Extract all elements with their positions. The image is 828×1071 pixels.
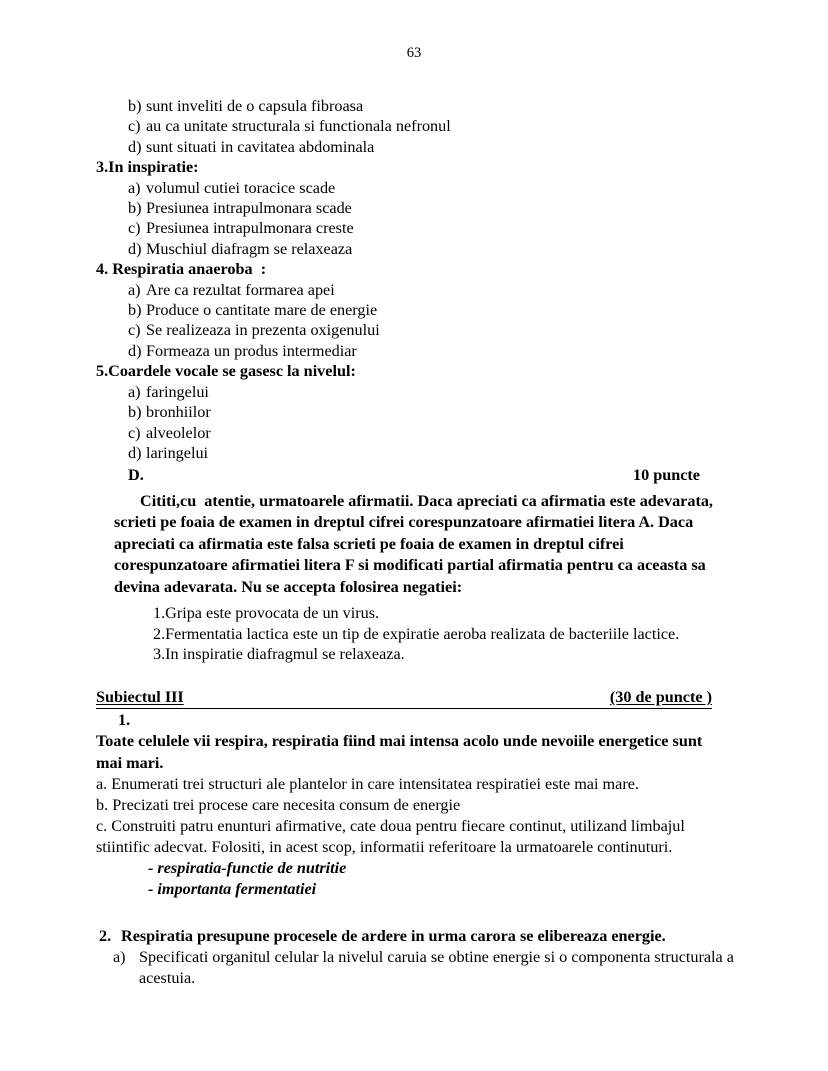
content-bullet: - respiratia-functie de nutritie <box>148 859 347 877</box>
page-number: 63 <box>406 45 422 61</box>
question-3 <box>0 157 828 259</box>
item-2-number: 2. <box>99 927 112 945</box>
question-4 <box>0 259 828 361</box>
option-text: laringelui <box>146 443 209 462</box>
section-d-points: 10 puncte <box>632 466 700 485</box>
option-text: Presiunea intrapulmonara creste <box>146 219 354 238</box>
option-text: Presiunea intrapulmonara scade <box>146 199 352 218</box>
list-item <box>128 116 828 136</box>
section-d <box>0 465 828 665</box>
list-item <box>128 178 828 198</box>
list-item <box>128 198 828 218</box>
option-text: Muschiul diafragm se relaxeaza <box>146 239 353 258</box>
item-1-subitem-c: c. Construiti patru enunturi afirmative, cate doua pentru fiecare continut, utilizand limbajul stiintific adecvat. Folositi, in acest scop, informatii referitoare la urmatoarele continuturi. <box>96 817 685 856</box>
option-marker: c) <box>128 219 141 238</box>
option-marker: c) <box>128 321 141 340</box>
question-5-heading: 5.Coardele vocale se gasesc la nivelul: <box>96 362 356 381</box>
item-1-subitem-a: a. Enumerati trei structuri ale plantelor in care intensitatea respiratiei este mai mare. <box>96 775 639 793</box>
option-text: alveolelor <box>146 423 211 442</box>
option-marker: b) <box>128 301 142 320</box>
option-marker: a) <box>128 382 141 401</box>
option-text: sunt situati in cavitatea abdominala <box>146 137 375 156</box>
question-4-heading: 4. Respiratia anaeroba : <box>96 260 267 279</box>
statement-item: 2.Fermentatia lactica este un tip de expiratie aeroba realizata de bacteriile lactice. <box>153 624 680 643</box>
question-5 <box>0 361 828 463</box>
subject-iii <box>0 687 828 989</box>
list-item <box>128 96 828 116</box>
list-item <box>128 280 828 300</box>
option-marker: d) <box>128 239 142 258</box>
option-marker: c) <box>128 423 141 442</box>
section-d-label: D. <box>128 466 144 485</box>
option-marker: a) <box>113 948 126 966</box>
option-text: Se realizeaza in prezenta oxigenului <box>146 321 380 340</box>
option-text: Specificati organitul celular la nivelul caruia se obtine energie si o componenta structurala a acestuia. <box>139 948 734 987</box>
question-2-options <box>0 96 828 157</box>
list-item <box>128 382 828 402</box>
option-text: Produce o cantitate mare de energie <box>146 301 378 320</box>
statement-item: 1.Gripa este provocata de un virus. <box>153 604 380 623</box>
option-marker: a) <box>128 280 141 299</box>
option-text: Are ca rezultat formarea apei <box>146 280 335 299</box>
option-marker: c) <box>128 117 141 136</box>
item-2-lead: Respiratia presupune procesele de ardere in urma carora se elibereaza energie. <box>121 927 666 945</box>
item-1-subitem-b: b. Precizati trei procese care necesita consum de energie <box>96 796 461 814</box>
option-marker: b) <box>128 403 142 422</box>
list-item <box>128 239 828 259</box>
document-body <box>0 96 828 989</box>
option-marker: b) <box>128 199 142 218</box>
option-text: volumul cutiei toracice scade <box>146 178 336 197</box>
section-d-header <box>128 465 700 485</box>
option-text: Formeaza un produs intermediar <box>146 341 357 360</box>
option-text: faringelui <box>146 382 209 401</box>
question-3-heading: 3.In inspiratie: <box>96 158 199 177</box>
option-marker: b) <box>128 97 142 115</box>
list-item <box>128 137 828 157</box>
list-item <box>128 320 828 340</box>
content-bullet: - importanta fermentatiei <box>148 880 317 898</box>
list-item <box>128 300 828 320</box>
option-text: sunt inveliti de o capsula fibroasa <box>146 97 364 115</box>
option-marker: d) <box>128 443 142 462</box>
list-item <box>128 443 828 463</box>
option-marker: d) <box>128 137 142 156</box>
list-item <box>128 423 828 443</box>
item-1-number: 1. <box>118 711 131 729</box>
subject-iii-title: Subiectul III <box>96 688 184 706</box>
section-d-instructions: Cititi,cu atentie, urmatoarele afirmatii. Daca apreciati ca afirmatia este adevarata, scrieti pe foaia de examen in dreptul cifrei corespunzatoare afirmatiei litera A. Daca apreciati ca afirmatia este falsa scrieti pe foaia de examen in dreptul cifrei corespunzatoare afirmatiei litera F si modificati partial afirmatia pentru ca aceasta sa devina adevarata. Nu se accepta folosirea negatiei: <box>114 491 718 596</box>
list-item <box>128 402 828 422</box>
option-text: bronhiilor <box>146 403 211 422</box>
list-item <box>128 218 828 238</box>
subject-iii-points: (30 de puncte ) <box>609 688 712 706</box>
item-2-header <box>99 926 828 947</box>
statement-item: 3.In inspiratie diafragmul se relaxeaza. <box>153 645 405 664</box>
list-item <box>113 947 738 989</box>
option-marker: a) <box>128 178 141 197</box>
option-text: au ca unitate structurala si functionala nefronul <box>146 117 451 136</box>
item-1-lead: Toate celulele vii respira, respiratia fiind mai intensa acolo unde nevoiile energetice sunt mai mari. <box>96 732 703 772</box>
subject-iii-header <box>96 687 712 709</box>
list-item <box>128 341 828 361</box>
option-marker: d) <box>128 341 142 360</box>
